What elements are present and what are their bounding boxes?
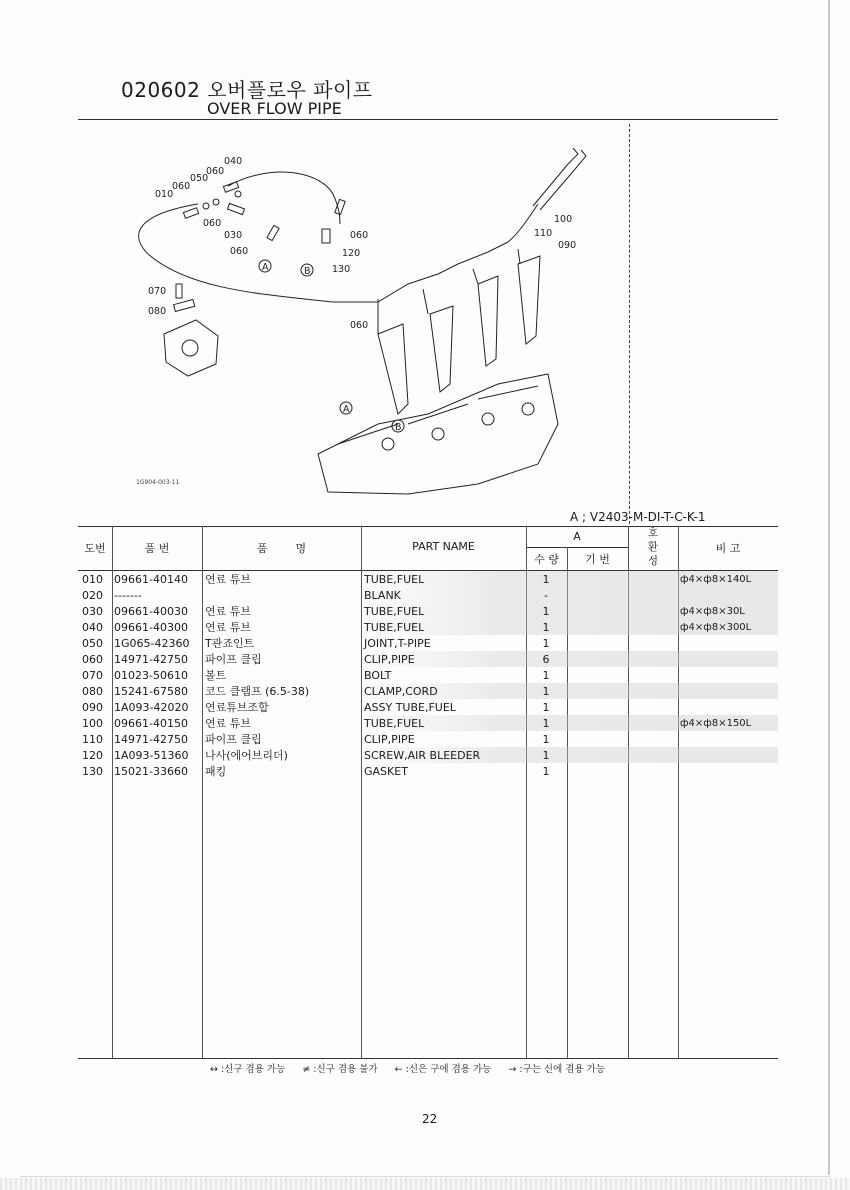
header-part-no: 품 번 (144, 542, 170, 555)
row-name-kr: 연료 튜브 (205, 717, 252, 730)
diagram-pipe (540, 150, 586, 210)
table-row (78, 699, 778, 715)
row-name-kr: 볼트 (205, 669, 227, 682)
callout-label: 090 (558, 240, 577, 251)
row-name-en: BLANK (364, 589, 401, 602)
header-base-no: 기 번 (585, 553, 610, 566)
diagram-pipe (533, 148, 578, 206)
legend-item: → :구는 신에 겸용 가능 (508, 1064, 605, 1075)
row-qty: 1 (542, 573, 550, 586)
table-row (78, 571, 778, 587)
table-row (78, 715, 778, 731)
diagram-divider (629, 124, 630, 524)
row-qty: 1 (542, 637, 550, 650)
diagram-screw (322, 229, 330, 243)
callout-label: 060 (350, 320, 369, 331)
callout-label: 130 (332, 264, 351, 275)
row-name-kr: 연료 튜브 (205, 621, 252, 634)
row-qty: 1 (542, 605, 550, 618)
row-part-no: 14971-42750 (114, 733, 188, 746)
callout-label: 120 (342, 248, 361, 259)
parts-table (78, 526, 778, 1059)
diagram-svg (78, 124, 628, 524)
table-row (78, 619, 778, 635)
row-part-no: ------- (114, 589, 142, 602)
row-name-kr: 코드 클램프 (6.5-38) (205, 685, 310, 698)
row-name-kr: 연료 튜브 (205, 605, 252, 618)
row-name-kr: 파이프 클립 (205, 653, 262, 666)
table-row (78, 667, 778, 683)
row-name-kr: T관죠인트 (205, 637, 255, 650)
row-name-en: ASSY TUBE,FUEL (364, 701, 456, 714)
row-name-kr: 파이프 클립 (205, 733, 262, 746)
row-qty: 1 (542, 669, 550, 682)
callout-label: 060 (230, 246, 249, 257)
row-ref: 120 (82, 749, 103, 762)
diagram-clip (235, 191, 241, 197)
legend-item: ≠ :신구 겸용 불가 (302, 1064, 378, 1075)
page-subtitle: OVER FLOW PIPE (207, 99, 342, 118)
row-ref: 110 (82, 733, 103, 746)
header-part-name-en: PART NAME (412, 540, 475, 553)
page-number: 22 (422, 1112, 438, 1126)
row-part-no: 01023-50610 (114, 669, 188, 682)
header-remarks: 비 고 (715, 542, 741, 555)
row-name-kr: 패킹 (205, 765, 227, 778)
diagram-bracket-hole (182, 340, 198, 356)
callout-label: 080 (148, 306, 167, 317)
row-remarks: ф4×ф8×140L (680, 574, 752, 585)
marker-label: B (395, 422, 402, 433)
row-part-no: 15241-67580 (114, 685, 188, 698)
diagram-pipe (228, 172, 340, 224)
row-ref: 060 (82, 653, 103, 666)
row-ref: 100 (82, 717, 103, 730)
row-qty: 1 (542, 765, 550, 778)
row-part-no: 09661-40300 (114, 621, 188, 634)
row-name-en: TUBE,FUEL (364, 717, 425, 730)
table-row (78, 683, 778, 699)
diagram-bolt (176, 284, 182, 298)
row-ref: 050 (82, 637, 103, 650)
callout-label: 060 (206, 166, 225, 177)
row-name-kr: 나사(에어브리더) (205, 749, 288, 762)
diagram-port (432, 428, 444, 440)
diagram-clip (203, 203, 209, 209)
callout-label: 070 (148, 286, 167, 297)
table-row (78, 603, 778, 619)
row-qty: - (544, 589, 548, 602)
row-name-en: JOINT,T-PIPE (364, 637, 431, 650)
table-row (78, 731, 778, 747)
marker-label: A (343, 404, 350, 415)
page-title: 020602 오버플로우 파이프 (121, 78, 373, 102)
table-row (78, 651, 778, 667)
diagram-injector (430, 306, 453, 392)
callout-label: 030 (224, 230, 243, 241)
row-name-en: TUBE,FUEL (364, 573, 425, 586)
row-name-en: SCREW,AIR BLEEDER (364, 749, 481, 762)
diagram-pipe (378, 249, 520, 334)
row-name-en: CLIP,PIPE (364, 653, 415, 666)
diagram-port (482, 413, 494, 425)
marker-label: B (304, 266, 311, 277)
diagram-injector (478, 276, 498, 366)
callout-label: 050 (190, 173, 209, 184)
row-part-no: 09661-40030 (114, 605, 188, 618)
scan-edge (828, 0, 830, 1175)
diagram-injector (518, 256, 540, 344)
row-qty: 6 (542, 653, 550, 666)
diagram-port (522, 403, 534, 415)
row-part-no: 1G065-42360 (114, 637, 190, 650)
diagram-tube (267, 225, 279, 240)
row-ref: 040 (82, 621, 103, 634)
callout-label: 060 (172, 181, 191, 192)
table-row (78, 587, 778, 603)
row-name-kr: 연료튜브조합 (205, 701, 269, 714)
exploded-diagram (78, 124, 628, 524)
row-ref: 090 (82, 701, 103, 714)
header-qty: 수 량 (534, 553, 559, 566)
callout-label: 060 (203, 218, 222, 229)
row-part-no: 1A093-42020 (114, 701, 189, 714)
diagram-tube (227, 203, 244, 214)
diagram-port (382, 438, 394, 450)
callout-label: 060 (350, 230, 369, 241)
figure-code: 1G904-003-11 (136, 479, 180, 486)
diagram-bracket (164, 320, 218, 376)
interchange-legend (210, 1061, 619, 1075)
row-qty: 1 (542, 621, 550, 634)
callout-label: 040 (224, 156, 243, 167)
row-part-no: 09661-40140 (114, 573, 188, 586)
row-name-en: BOLT (364, 669, 392, 682)
row-part-no: 14971-42750 (114, 653, 188, 666)
header-part-name-kr: 품 명 (256, 542, 307, 555)
row-remarks: ф4×ф8×30L (680, 606, 745, 617)
row-ref: 010 (82, 573, 103, 586)
row-ref: 130 (82, 765, 103, 778)
table-row (78, 747, 778, 763)
row-qty: 1 (542, 749, 550, 762)
model-code: A ; V2403-M-DI-T-C-K-1 (570, 510, 706, 524)
row-name-en: TUBE,FUEL (364, 621, 425, 634)
callout-label: 100 (554, 214, 573, 225)
diagram-injector (378, 324, 408, 414)
row-name-en: GASKET (364, 765, 408, 778)
row-part-no: 1A093-51360 (114, 749, 189, 762)
header-group-a: A (573, 530, 581, 543)
diagram-clamp (174, 300, 195, 312)
table-row (78, 763, 778, 779)
row-name-kr: 연료 튜브 (205, 573, 252, 586)
marker-label: A (262, 262, 269, 273)
row-name-en: CLAMP,CORD (364, 685, 438, 698)
row-remarks: ф4×ф8×300L (680, 622, 752, 633)
scan-band (0, 1178, 850, 1190)
table-rule (78, 1058, 778, 1059)
legend-item: ← :신은 구에 겸용 가능 (394, 1064, 492, 1075)
callout-label: 010 (155, 189, 174, 200)
scan-edge (20, 1176, 830, 1177)
row-part-no: 09661-40150 (114, 717, 188, 730)
diagram-engine-head (318, 374, 558, 494)
row-part-no: 15021-33660 (114, 765, 188, 778)
legend-item: ↔ :신구 겸용 가능 (210, 1064, 286, 1075)
diagram-tube (183, 208, 198, 218)
row-qty: 1 (542, 733, 550, 746)
header-interchange: 호 환 성 (647, 527, 659, 567)
diagram-tube (223, 182, 238, 192)
diagram-engine-detail (338, 386, 538, 444)
row-qty: 1 (542, 685, 550, 698)
row-ref: 080 (82, 685, 103, 698)
header-ref-no: 도번 (84, 542, 106, 555)
diagram-clip (213, 199, 219, 205)
table-row (78, 635, 778, 651)
title-divider (78, 119, 778, 120)
row-ref: 070 (82, 669, 103, 682)
row-qty: 1 (542, 717, 550, 730)
table-rule (526, 547, 628, 548)
row-name-en: TUBE,FUEL (364, 605, 425, 618)
row-ref: 020 (82, 589, 103, 602)
row-ref: 030 (82, 605, 103, 618)
row-remarks: ф4×ф8×150L (680, 718, 752, 729)
callout-label: 110 (534, 228, 553, 239)
row-qty: 1 (542, 701, 550, 714)
row-name-en: CLIP,PIPE (364, 733, 415, 746)
